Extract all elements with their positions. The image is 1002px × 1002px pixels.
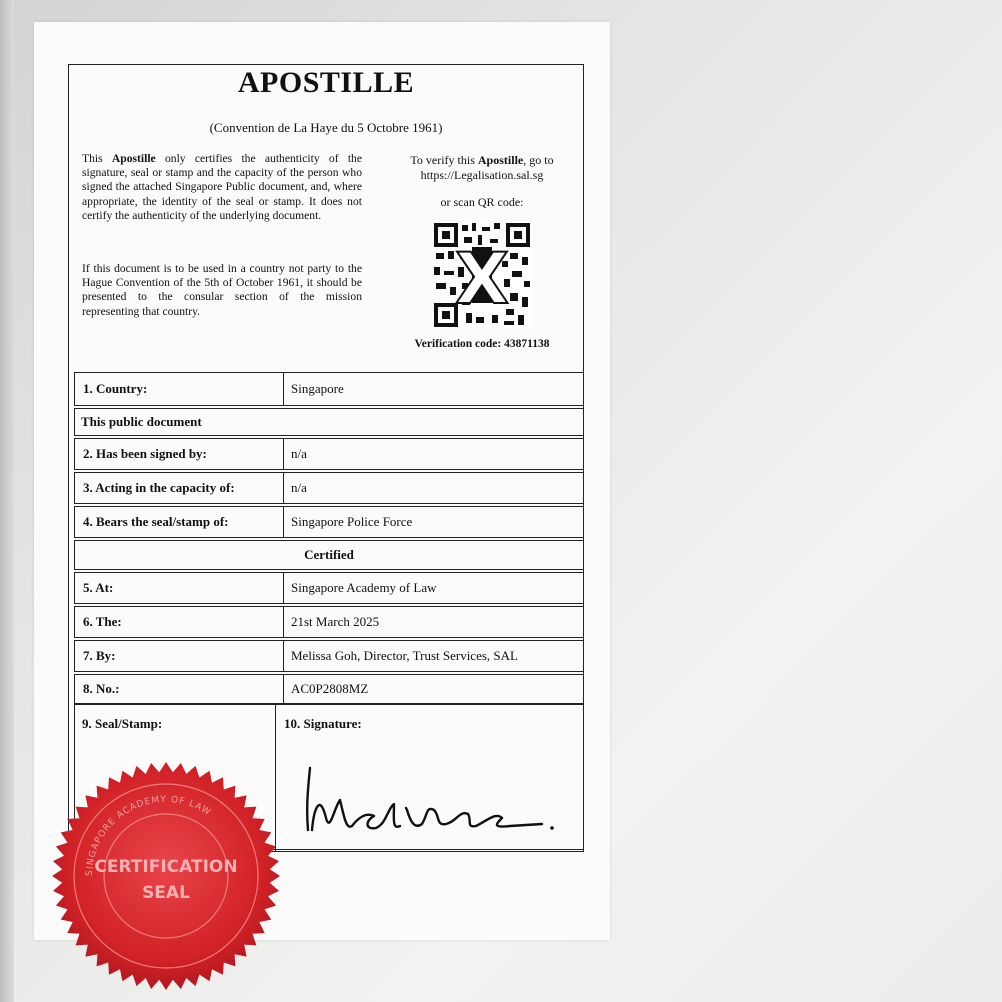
at-value: Singapore Academy of Law [283,573,583,603]
row-capacity [74,472,584,504]
row-country [74,372,584,406]
seal-line-1: CERTIFICATION [94,857,238,877]
row-seal-of [74,506,584,538]
row-number [74,674,584,704]
signature-label: 10. Signature: [284,716,362,731]
notice-paragraph-2: If this document is to be used in a country not party to the Hague Convention of the 5th of October 1961, it should be presented to the consular section of the mission representing that country. [82,262,362,318]
country-value: Singapore [283,373,583,405]
verify-text: , go to [523,153,554,167]
date-value: 21st March 2025 [283,607,583,637]
country-label: 1. Country: [83,381,148,396]
row-by [74,640,584,672]
public-document-heading: This public document [81,414,202,429]
capacity-value: n/a [283,473,583,503]
by-label: 7. By: [83,648,116,663]
verify-url[interactable]: https://Legalisation.sal.sg [420,168,544,182]
signed-by-label: 2. Has been signed by: [83,446,207,461]
notice-text: only certifies the authenticity of the signature, seal or stamp and the capacity of the person who signed the attached Singapore Public document, and, where appropriate, the identity of the seal or stamp. It does not certify the authenticity of the underlying document. [82,152,362,222]
qr-code[interactable] [432,221,532,329]
background-edge [0,0,14,1002]
certification-seal [50,760,282,992]
notice-paragraph-1 [82,152,362,223]
row-public-document [74,408,584,436]
row-date [74,606,584,638]
notice-bold: Apostille [111,152,156,165]
handwritten-signature [296,738,566,838]
notice-text: This [82,152,112,165]
number-value: AC0P2808MZ [283,675,583,703]
row-certified [74,540,584,570]
signed-by-value: n/a [283,439,583,469]
scan-qr-text: or scan QR code: [440,195,524,209]
qr-overlay-x: X [455,238,509,320]
certified-heading: Certified [304,547,354,562]
seal-line-2: SEAL [142,883,190,903]
number-label: 8. No.: [83,681,120,696]
verify-instructions [388,153,576,168]
document-title: APOSTILLE [237,66,415,99]
verify-text: To verify this [410,153,478,167]
by-value: Melissa Goh, Director, Trust Services, SAL [283,641,583,671]
seal-of-value: Singapore Police Force [283,507,583,537]
seal-ring-text: SINGAPORE ACADEMY OF LAW [84,794,213,877]
date-label: 6. The: [83,614,122,629]
capacity-label: 3. Acting in the capacity of: [83,480,235,495]
row-signed-by [74,438,584,470]
at-label: 5. At: [83,580,114,595]
verify-bold: Apostille [477,153,524,167]
row-at [74,572,584,604]
verification-code: Verification code: 43871138 [414,338,550,350]
seal-of-label: 4. Bears the seal/stamp of: [83,514,229,529]
document-subtitle: (Convention de La Haye du 5 Octobre 1961) [209,120,443,135]
seal-stamp-label: 9. Seal/Stamp: [82,716,163,731]
